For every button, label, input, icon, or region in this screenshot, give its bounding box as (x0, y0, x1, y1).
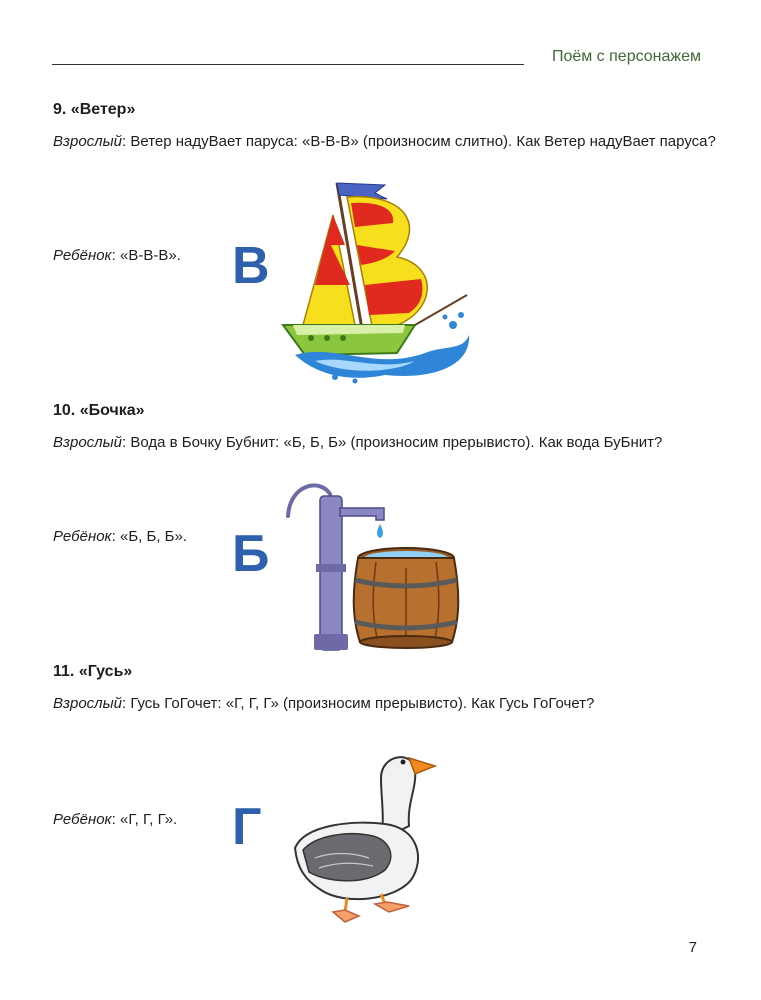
adult-role: Взрослый (53, 133, 123, 150)
adult-text: : Гусь ГоГочет: «Г, Г, Г» (произносим прерывисто). Как Гусь ГоГочет? (122, 695, 595, 712)
adult-text: : Ветер надуВает паруса: «В-В-В» (произносим слитно). Как Ветер надуВает паруса? (122, 133, 716, 150)
child-role: Ребёнок (53, 247, 112, 264)
exercise-number: 9 (53, 101, 62, 118)
header-rule (52, 64, 524, 65)
exercise-10-title (53, 402, 145, 420)
goose-illustration (285, 740, 445, 930)
pump-and-barrel-illustration (280, 474, 460, 654)
page-number: 7 (688, 939, 697, 956)
exercise-11-child-line (53, 811, 177, 828)
sailboat-illustration (275, 175, 475, 385)
exercise-11-title (53, 663, 132, 681)
exercise-number: 11 (53, 663, 70, 680)
exercise-number: 10 (53, 402, 71, 419)
exercise-name: . «Ветер» (61, 101, 136, 118)
exercise-10-child-line (53, 528, 187, 545)
exercise-10-adult-line (53, 432, 718, 454)
adult-role: Взрослый (53, 695, 123, 712)
adult-text: : Вода в Бочку Бубнит: «Б, Б, Б» (произносим прерывисто). Как вода БуБнит? (122, 434, 663, 451)
letter-g: Г (232, 798, 262, 856)
exercise-11-adult-line (53, 693, 718, 715)
child-role: Ребёнок (53, 528, 112, 545)
exercise-name: . «Гусь» (69, 663, 133, 680)
adult-role: Взрослый (53, 434, 123, 451)
child-text: : «Б, Б, Б». (111, 528, 188, 545)
exercise-9-child-line (53, 247, 181, 264)
exercise-name: . «Бочка» (70, 402, 145, 419)
exercise-9-title (53, 101, 135, 119)
letter-b: Б (232, 525, 270, 583)
exercise-9-adult-line (53, 131, 718, 153)
child-role: Ребёнок (53, 811, 112, 828)
header-title: Поём с персонажем (551, 48, 701, 65)
letter-v: В (232, 237, 270, 295)
child-text: : «Г, Г, Г». (111, 811, 178, 828)
child-text: : «В-В-В». (111, 247, 181, 264)
